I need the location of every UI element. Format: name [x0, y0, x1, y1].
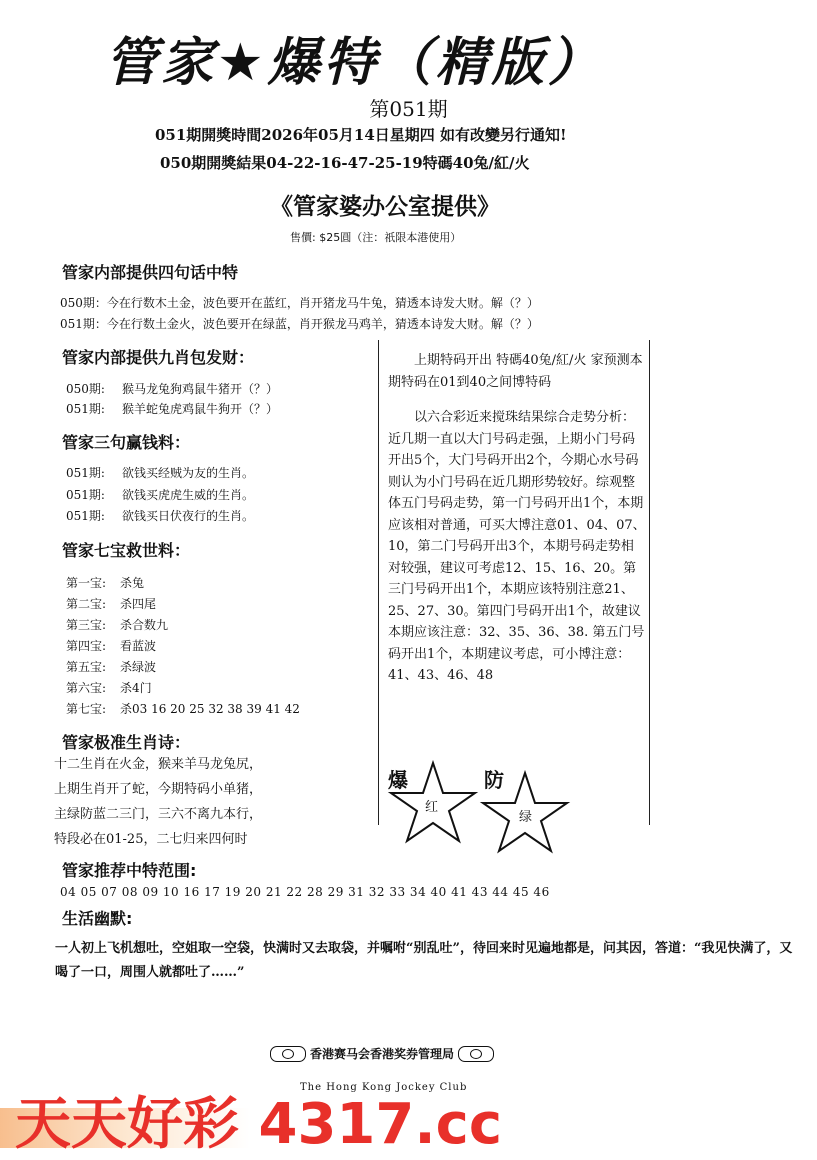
- poem-heading: 管家极准生肖诗：: [62, 733, 191, 752]
- poem-line: 十二生肖在火金，猴来羊马龙兔尻，: [54, 757, 263, 772]
- poem-line: 特段必在01-25，二七归来四何时: [54, 832, 248, 847]
- seven-treasures-heading: 管家七宝救世料：: [62, 541, 191, 560]
- three-sentences-text: 欲钱买虎虎生威的生肖。: [122, 488, 255, 502]
- treasure-label: 第五宝:: [66, 660, 107, 674]
- treasure-text: 杀合数九: [120, 618, 169, 632]
- star-right-word: 防: [484, 768, 504, 792]
- treasure-text: 杀4门: [120, 681, 152, 695]
- star-left-inner: 红: [425, 800, 439, 815]
- analysis-body: 以六合彩近来搅珠结果综合走势分析：近几期一直以大门号码走强，上期小门号码开出5个，大门号码开出2个，今期心水号码则认为小门号码在近几期形势较好。综观整体五门号码走势，第一门号码开出1个，本期应该相对普通，可买大博注意01、04、07、10，第二门号码开出3个，本期号码走势相对较强，建议可考虑12、15、16、20。第三门号码开出1个，本期应该特别注意21、25、27、30。第四门号码开出1个，故建议本期应该注意：32、35、36、38. 第五门号码开出1个，本期建议考虑，可小博注意：41、43、46、48: [388, 410, 646, 683]
- poem-body: [54, 752, 262, 852]
- treasure-text: 杀兔: [120, 576, 145, 590]
- provider-title: 《管家婆办公室提供》: [270, 193, 500, 220]
- nine-zodiac-text: 猴马龙兔狗鸡鼠牛猪开（？）: [122, 382, 279, 396]
- issue-number: 第051期: [369, 97, 448, 121]
- four-lines-heading: 管家内部提供四句话中特: [62, 263, 239, 282]
- treasure-label: 第三宝:: [66, 618, 107, 632]
- analysis-text: [388, 350, 646, 701]
- analysis-previous-result: 上期特码开出 特碼40兔/紅/火 家预测本期特码在01到40之间博特码: [388, 353, 643, 390]
- last-draw-result: 050期開獎結果04-22-16-47-25-19特碼40兔/紅/火: [160, 154, 530, 172]
- treasure-text: 杀03 16 20 25 32 38 39 41 42: [120, 702, 300, 716]
- treasure-label: 第四宝:: [66, 639, 107, 653]
- footer-org-name: 香港赛马会香港奖券管理局: [310, 1047, 455, 1061]
- footer-english: The Hong Kong Jockey Club: [300, 1082, 468, 1093]
- star-left-word: 爆: [388, 768, 408, 792]
- watermark: 天天好彩 4317.cc: [15, 1092, 503, 1157]
- star-right-inner: 绿: [519, 810, 533, 825]
- jockey-club-emblem-icon: [458, 1046, 494, 1062]
- four-lines-row: 050期：今在行数木土金，波色要开在蓝红，肖开猪龙马牛兔，猜透本诗发大财。解（？）: [60, 296, 539, 310]
- three-sentences-period: 051期:: [66, 488, 105, 502]
- treasure-label: 第七宝:: [66, 702, 107, 716]
- three-sentences-period: 051期:: [66, 509, 105, 523]
- three-sentences-text: 欲钱买经贼为友的生肖。: [122, 466, 255, 480]
- treasure-text: 看蓝波: [120, 639, 157, 653]
- four-lines-row: 051期：今在行数土金火，波色要开在绿蓝，肖开猴龙马鸡羊，猜透本诗发大财。解（？）: [60, 317, 539, 331]
- nine-zodiac-period: 051期:: [66, 402, 105, 416]
- humor-text: 一人初上飞机想吐，空姐取一空袋，快满时又去取袋，并嘱咐“别乱吐”，待回来时见遍地都是，问其因，答道：“我见快满了，又喝了一口，周围人就都吐了……”: [55, 941, 793, 980]
- three-sentences-heading: 管家三句赢钱料：: [62, 433, 191, 452]
- footer-org: [270, 1045, 494, 1062]
- treasure-label: 第一宝:: [66, 576, 107, 590]
- draw-time-notice: 051期開獎時間2026年05月14日星期四 如有改變另行通知!: [155, 126, 567, 144]
- range-heading: 管家推荐中特范围:: [62, 861, 197, 880]
- nine-zodiac-period: 050期:: [66, 382, 105, 396]
- jockey-club-emblem-icon: [270, 1046, 306, 1062]
- humor-heading: 生活幽默:: [62, 909, 133, 928]
- poem-line: 主绿防蓝二三门，三六不离九本行，: [54, 807, 263, 822]
- treasure-label: 第六宝:: [66, 681, 107, 695]
- price-note: 售價: $25圓（注：祇限本港使用）: [290, 231, 462, 244]
- page-title: 管家★爆特（精版）: [105, 33, 604, 93]
- nine-zodiac-text: 猴羊蛇兔虎鸡鼠牛狗开（？）: [122, 402, 279, 416]
- nine-zodiac-heading: 管家内部提供九肖包发财：: [62, 348, 255, 367]
- three-sentences-text: 欲钱买日伏夜行的生肖。: [122, 509, 255, 523]
- treasure-label: 第二宝:: [66, 597, 107, 611]
- poem-line: 上期生肖开了蛇，今期特码小单猪，: [54, 782, 263, 797]
- treasure-text: 杀绿波: [120, 660, 157, 674]
- stars-graphic: [385, 755, 645, 855]
- range-numbers: 04 05 07 08 09 10 16 17 19 20 21 22 28 29 31 32 33 34 40 41 43 44 45 46: [60, 885, 550, 899]
- treasure-text: 杀四尾: [120, 597, 157, 611]
- three-sentences-period: 051期:: [66, 466, 105, 480]
